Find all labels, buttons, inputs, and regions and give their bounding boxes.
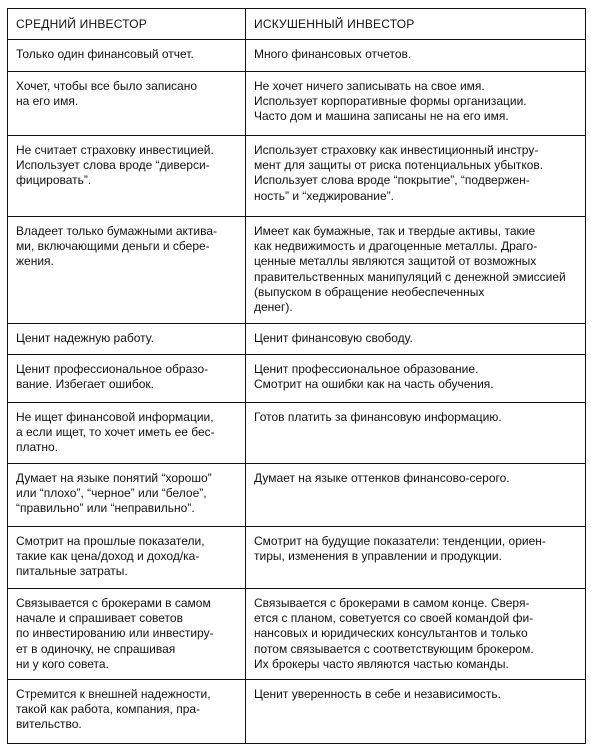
- header-average-investor: СРЕДНИЙ ИНВЕСТОР: [8, 9, 246, 40]
- sophisticated-investor-cell: Имеет как бумажные, так и твердые активы, такие как недвижимость и драгоценные металлы. Драго- ценные металлы являются защитой от возможных правительственных манипуляций с денежной эмиссией (выпуском в обращение необеспеченных денег).: [246, 217, 586, 324]
- table-row: [8, 40, 586, 72]
- average-investor-cell: Стремится к внешней надежности, такой как работа, компания, пра- вительство.: [8, 680, 246, 744]
- average-investor-cell: Только один финансовый отчет.: [8, 40, 246, 72]
- sophisticated-investor-cell: Много финансовых отчетов.: [246, 40, 586, 72]
- table-row: [8, 355, 586, 403]
- table-row: [8, 217, 586, 324]
- average-investor-cell: Хочет, чтобы все было записано на его имя.: [8, 72, 246, 136]
- average-investor-cell: Связывается с брокерами в самом начале и спрашивает советов по инвестированию или инвестиру- ет в одиночку, не спрашивая ни у кого совета.: [8, 589, 246, 680]
- sophisticated-investor-cell: Ценит уверенность в себе и независимость.: [246, 680, 586, 744]
- table-row: [8, 324, 586, 355]
- table-row: [8, 403, 586, 464]
- table-row: [8, 680, 586, 744]
- investor-comparison-table: [7, 8, 586, 744]
- average-investor-cell: Не считает страховку инвестицией. Использует слова вроде “диверси- фицировать”.: [8, 136, 246, 217]
- header-sophisticated-investor: ИСКУШЕННЫЙ ИНВЕСТОР: [246, 9, 586, 40]
- table-row: [8, 464, 586, 527]
- sophisticated-investor-cell: Не хочет ничего записывать на свое имя. Использует корпоративные формы организации. Часто дом и машина записаны не на его имя.: [246, 72, 586, 136]
- table-row: [8, 527, 586, 589]
- average-investor-cell: Смотрит на прошлые показатели, такие как цена/доход и доход/ка- питальные затраты.: [8, 527, 246, 589]
- average-investor-cell: Владеет только бумажными актива- ми, включающими деньги и сбере- жения.: [8, 217, 246, 324]
- sophisticated-investor-cell: Связывается с брокерами в самом конце. Сверя- ется с планом, советуется со своей командой фи- нансовых и юридических консультантов и только потом связывается с соответствующим брокером. Их брокеры часто являются частью команды.: [246, 589, 586, 680]
- comparison-page: [7, 8, 585, 732]
- sophisticated-investor-cell: Использует страховку как инвестиционный инстру- мент для защиты от риска потенциальных убытков. Использует слова вроде “покрытие”, “подвержен- ность” и “хеджирование”.: [246, 136, 586, 217]
- sophisticated-investor-cell: Ценит финансовую свободу.: [246, 324, 586, 355]
- sophisticated-investor-cell: Готов платить за финансовую информацию.: [246, 403, 586, 464]
- table-row: [8, 589, 586, 680]
- average-investor-cell: Ценит надежную работу.: [8, 324, 246, 355]
- sophisticated-investor-cell: Думает на языке оттенков финансово-серого.: [246, 464, 586, 527]
- table-row: [8, 136, 586, 217]
- average-investor-cell: Ценит профессиональное образо- вание. Избегает ошибок.: [8, 355, 246, 403]
- table-row: [8, 72, 586, 136]
- table-header-row: [8, 9, 586, 40]
- average-investor-cell: Думает на языке понятий “хорошо” или “плохо”, “черное” или “белое”, “правильно” или “неправильно”.: [8, 464, 246, 527]
- average-investor-cell: Не ищет финансовой информации, а если ищет, то хочет иметь ее бес- платно.: [8, 403, 246, 464]
- sophisticated-investor-cell: Смотрит на будущие показатели: тенденции, ориен- тиры, изменения в управлении и продукции.: [246, 527, 586, 589]
- sophisticated-investor-cell: Ценит профессиональное образование. Смотрит на ошибки как на часть обучения.: [246, 355, 586, 403]
